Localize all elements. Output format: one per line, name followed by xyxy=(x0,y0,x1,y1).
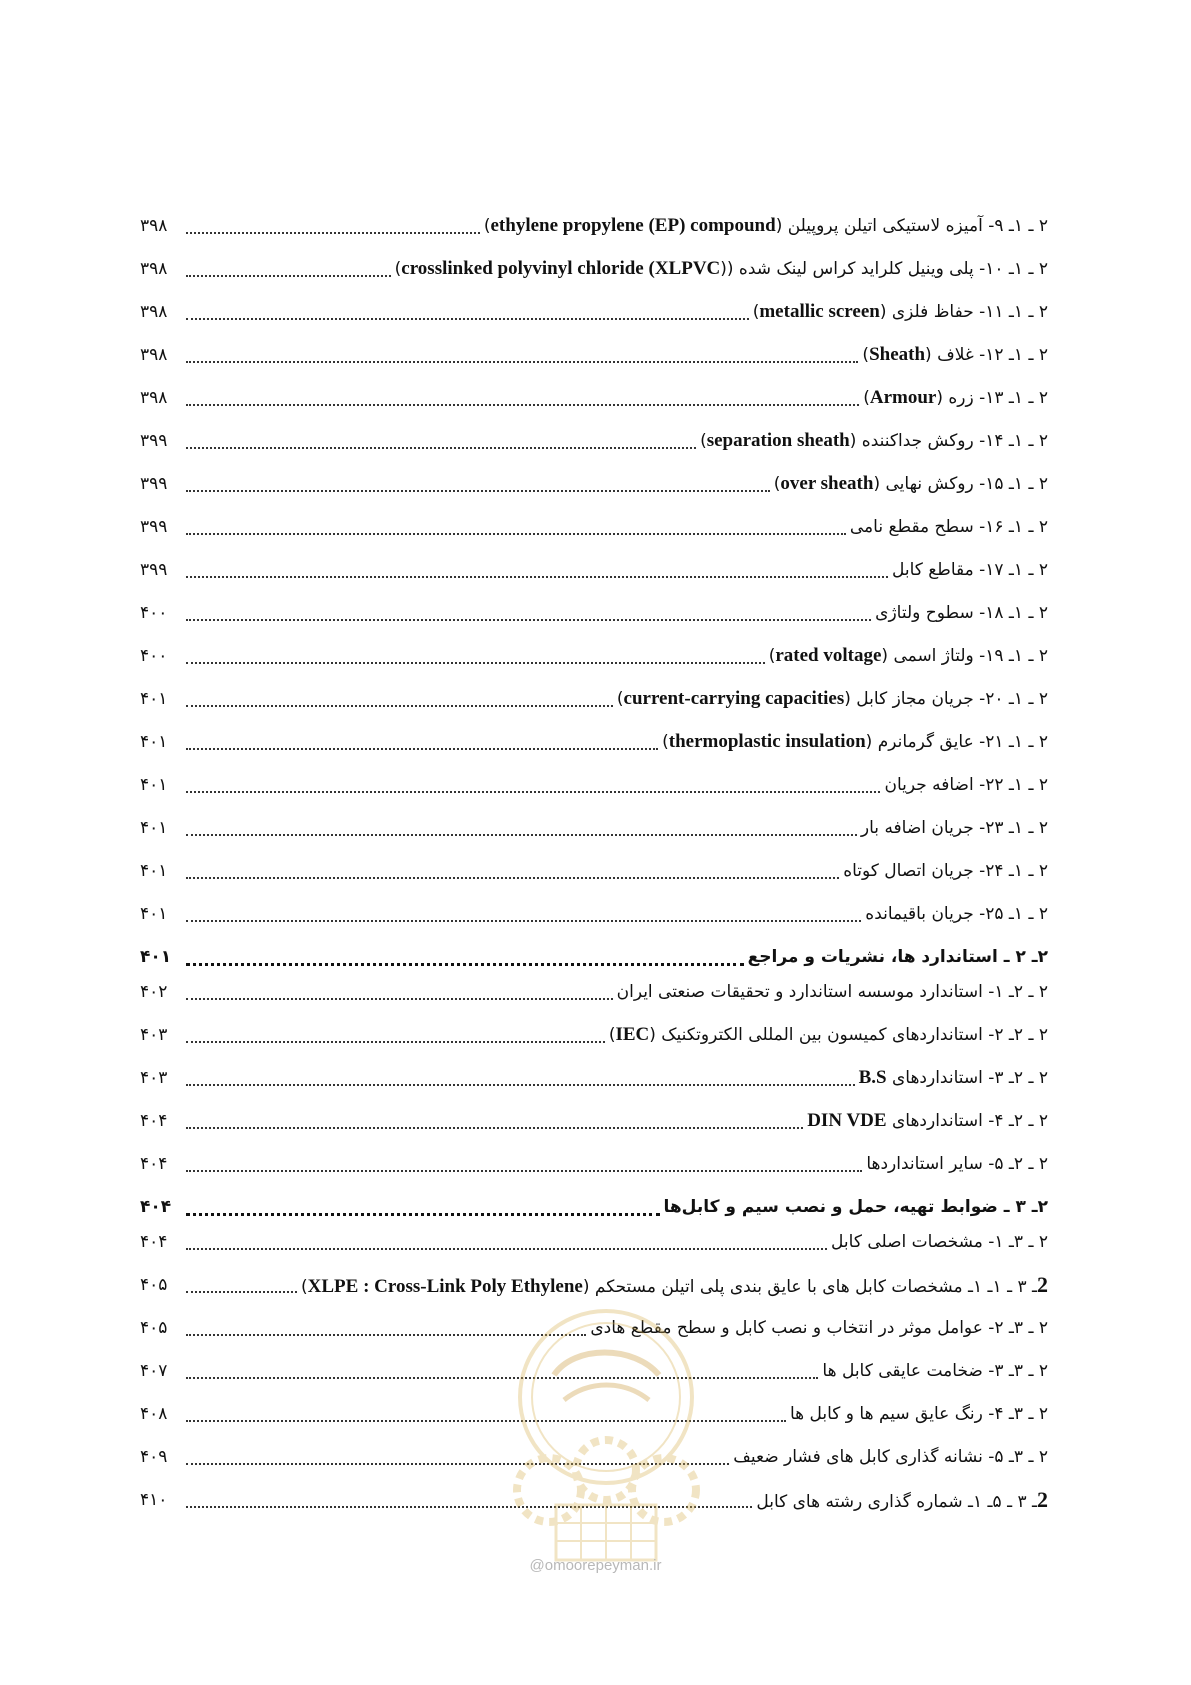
toc-entry-text: ۲ ـ ۱ـ ۱۸- سطوح ولتاژی xyxy=(875,603,1048,623)
dot-leader xyxy=(186,773,880,793)
toc-entry-page-number: ۳۹۹ xyxy=(140,474,168,494)
toc-entry-title xyxy=(866,1152,1048,1176)
toc-entry-page-number: ۳۹۹ xyxy=(140,517,168,537)
dot-leader xyxy=(186,945,744,966)
toc-entry-page-number: ۴۰۱ xyxy=(140,732,168,752)
dot-leader xyxy=(186,644,765,664)
toc-entry[interactable] xyxy=(140,687,1048,730)
toc-entry-title xyxy=(831,1230,1048,1254)
toc-entry-page-number: ۴۰۸ xyxy=(140,1404,168,1424)
toc-entry-title xyxy=(733,1445,1048,1469)
toc-entry-term: DIN VDE xyxy=(807,1110,887,1131)
toc-entry-text: ۲ ـ ۱ـ ۱۰- پلی وینیل کلراید کراس لینک شده (( xyxy=(720,259,1048,279)
toc-entry-term: IEC xyxy=(615,1024,650,1045)
toc-entry-text: ۲ ـ ۱ـ ۱۲- غلاف ( xyxy=(925,345,1048,365)
toc-entry[interactable] xyxy=(140,1066,1048,1109)
toc-entry[interactable] xyxy=(140,214,1048,257)
toc-entry-text: ۲ـ ۲ ـ استاندارد ها، نشریات و مراجع xyxy=(747,947,1048,967)
toc-entry-suffix: ) xyxy=(768,646,776,666)
toc-entry-title xyxy=(769,644,1048,668)
dot-leader xyxy=(186,1230,827,1250)
toc-entry-title xyxy=(753,300,1048,324)
toc-entry-term: XLPE : Cross-Link Poly Ethylene xyxy=(307,1276,583,1297)
toc-entry-page-number: ۴۰۷ xyxy=(140,1361,168,1381)
toc-entry-title xyxy=(756,1488,1048,1514)
toc-entry-term: crosslinked polyvinyl chloride (XLPVC xyxy=(401,258,721,279)
toc-entry-term: ethylene propylene (EP) compound xyxy=(490,215,776,236)
toc-entry[interactable] xyxy=(140,644,1048,687)
toc-entry-lead-number: 2 xyxy=(1037,1272,1048,1297)
dot-leader xyxy=(186,429,696,449)
toc-entry-text: ۲ ـ ۱ـ ۹- آمیزه لاستیکی اتیلن پروپیلن ( xyxy=(775,216,1048,236)
toc-entry-title xyxy=(892,558,1048,582)
toc-entry-title xyxy=(662,730,1048,754)
toc-entry[interactable] xyxy=(140,859,1048,902)
toc-entry-text: ۲ـ ۳ ـ ضوابط تهیه، حمل و نصب سیم و کابل‌ها xyxy=(663,1197,1048,1217)
toc-entry-page-number: ۴۰۱ xyxy=(140,689,168,709)
toc-entry[interactable] xyxy=(140,1230,1048,1273)
dot-leader xyxy=(186,515,846,535)
dot-leader xyxy=(186,730,658,750)
toc-entry-text: ۲ ـ ۱ـ ۱۷- مقاطع کابل xyxy=(891,560,1048,580)
toc-entry-text: ۲ ـ ۱ـ ۱۳- زره ( xyxy=(936,388,1048,408)
dot-leader xyxy=(186,816,857,836)
dot-leader xyxy=(186,601,871,621)
toc-entry-term: Sheath xyxy=(869,344,926,365)
toc-entry-title xyxy=(862,343,1048,367)
toc-entry-title xyxy=(617,687,1048,711)
toc-entry-term: current-carrying capacities xyxy=(623,688,845,709)
toc-entry-text: ـ ۳ ـ ۱ـ ۱ـ مشخصات کابل های با عایق بندی پلی اتیلن مستحکم ( xyxy=(582,1277,1037,1297)
toc-entry-text: ۲ ـ ۳ـ ۴- رنگ عایق سیم ها و کابل ها xyxy=(789,1404,1048,1424)
toc-entry-title xyxy=(843,859,1048,883)
toc-entry-title xyxy=(861,816,1048,840)
toc-entry-title xyxy=(863,386,1048,410)
toc-entry-page-number: ۴۰۰ xyxy=(140,603,168,623)
toc-entry[interactable] xyxy=(140,902,1048,945)
toc-entry[interactable] xyxy=(140,730,1048,773)
dot-leader xyxy=(186,1152,862,1172)
toc-entry-term: rated voltage xyxy=(775,645,882,666)
toc-entry-page-number: ۴۰۱ xyxy=(140,818,168,838)
dot-leader xyxy=(186,472,770,492)
toc-entry-term: separation sheath xyxy=(706,430,850,451)
dot-leader xyxy=(186,859,839,879)
toc-entry-suffix: ) xyxy=(616,689,624,709)
toc-entry[interactable] xyxy=(140,945,1048,980)
toc-entry-title xyxy=(609,1023,1048,1047)
toc-entry-text: ۲ ـ ۱ـ ۲۰- جریان مجاز کابل ( xyxy=(844,689,1048,709)
toc-entry-title xyxy=(859,1066,1048,1090)
dot-leader xyxy=(186,343,858,363)
toc-entry-suffix: ) xyxy=(394,259,402,279)
toc-entry-term: Armour xyxy=(869,387,937,408)
toc-entry[interactable] xyxy=(140,300,1048,343)
toc-entry-text: ۲ ـ ۱ـ ۲۲- اضافه جریان xyxy=(884,775,1048,795)
toc-entry-page-number: ۴۰۱ xyxy=(140,947,172,967)
toc-entry[interactable] xyxy=(140,558,1048,601)
toc-entry-page-number: ۴۰۴ xyxy=(140,1232,168,1252)
toc-entry-title xyxy=(748,945,1048,969)
toc-entry-title xyxy=(484,214,1048,238)
toc-entry-suffix: ) xyxy=(662,732,669,752)
toc-entry-page-number: ۳۹۸ xyxy=(140,259,168,279)
toc-entry-text: ۲ ـ ۳ـ ۳- ضخامت عایقی کابل ها xyxy=(822,1361,1048,1381)
toc-entry-page-number: ۴۰۲ xyxy=(140,982,168,1002)
toc-entry-title xyxy=(850,515,1048,539)
toc-entry[interactable] xyxy=(140,386,1048,429)
toc-entry-title xyxy=(700,429,1048,453)
toc-entry-page-number: ۳۹۹ xyxy=(140,431,168,451)
toc-entry[interactable] xyxy=(140,816,1048,859)
watermark-site: @omoorepeyman.ir xyxy=(529,1557,662,1574)
toc-entry-suffix: ) xyxy=(483,216,491,236)
toc-entry-text: ۲ ـ ۳ـ ۲- عوامل موثر در انتخاب و نصب کابل و سطح مقطع هادی xyxy=(590,1318,1048,1338)
toc-entry-text: ۲ ـ ۲ـ ۱- استاندارد موسسه استاندارد و تحقیقات صنعتی ایران xyxy=(616,982,1048,1002)
toc-entry[interactable] xyxy=(140,257,1048,300)
toc-entry-page-number: ۴۰۳ xyxy=(140,1068,168,1088)
toc-entry-text: ۲ ـ ۱ـ ۲۳- جریان اضافه بار xyxy=(860,818,1048,838)
toc-entry-page-number: ۳۹۸ xyxy=(140,388,168,408)
toc-entry[interactable] xyxy=(140,1109,1048,1152)
dot-leader xyxy=(186,1023,605,1043)
toc-entry-title xyxy=(807,1109,1048,1133)
toc-entry-text: ۲ ـ ۱ـ ۱۵- روکش نهایی ( xyxy=(873,474,1048,494)
dot-leader xyxy=(186,687,613,707)
toc-entry-title xyxy=(865,902,1048,926)
toc-entry-page-number: ۴۰۱ xyxy=(140,904,168,924)
toc-entry[interactable] xyxy=(140,343,1048,386)
toc-entry[interactable] xyxy=(140,773,1048,816)
toc-entry-suffix: ) xyxy=(862,345,870,365)
dot-leader xyxy=(186,980,613,1000)
toc-entry-title xyxy=(664,1195,1048,1219)
toc-entry-text: ۲ ـ ۱ـ ۱۴- روکش جداکننده ( xyxy=(849,431,1048,451)
toc-entry[interactable] xyxy=(140,515,1048,558)
toc-entry-page-number: ۴۰۴ xyxy=(140,1154,168,1174)
toc-entry-term: thermoplastic insulation xyxy=(668,731,866,752)
toc-entry-text: ـ ۳ ـ ۵ـ ۱ـ شماره گذاری رشته های کابل xyxy=(756,1492,1037,1512)
toc-entry-title xyxy=(790,1402,1048,1426)
toc-entry-page-number: ۳۹۸ xyxy=(140,302,168,322)
toc-entry-title xyxy=(875,601,1048,625)
toc-entry-page-number: ۴۱۰ xyxy=(140,1490,168,1510)
toc-entry-page-number: ۳۹۸ xyxy=(140,216,168,236)
toc-entry-text: ۲ ـ ۱ـ ۱۱- حفاظ فلزی ( xyxy=(879,302,1048,322)
toc-entry-suffix: ) xyxy=(608,1025,616,1045)
toc-entry-text: ۲ ـ ۲ـ ۵- سایر استانداردها xyxy=(866,1154,1048,1174)
toc-entry-page-number: ۴۰۹ xyxy=(140,1447,168,1467)
dot-leader xyxy=(186,214,480,234)
toc-entry-suffix: ) xyxy=(863,388,870,408)
toc-entry-suffix: ) xyxy=(301,1277,308,1297)
toc-entry-page-number: ۴۰۱ xyxy=(140,861,168,881)
toc-entry-suffix: ) xyxy=(700,431,707,451)
toc-entry-title xyxy=(822,1359,1048,1383)
dot-leader xyxy=(186,1273,297,1293)
toc-entry-term: over sheath xyxy=(780,473,874,494)
toc-entry[interactable] xyxy=(140,1152,1048,1195)
dot-leader xyxy=(186,1195,660,1216)
toc-entry-text: ۲ ـ ۳ـ ۱- مشخصات اصلی کابل xyxy=(831,1232,1048,1252)
toc-entry-text: ۲ ـ ۱ـ ۱۹- ولتاژ اسمی ( xyxy=(881,646,1048,666)
toc-entry[interactable] xyxy=(140,429,1048,472)
dot-leader xyxy=(186,386,859,406)
toc-entry-text: ۲ ـ ۱ـ ۱۶- سطح مقطع نامی xyxy=(849,517,1048,537)
toc-entry-title xyxy=(884,773,1048,797)
toc-entry-text: ۲ ـ ۲ـ ۲- استانداردهای کمیسون بین المللی الکتروتکنیک ( xyxy=(649,1025,1048,1045)
toc-entry-term: metallic screen xyxy=(759,301,880,322)
toc-entry-page-number: ۴۰۴ xyxy=(140,1197,172,1217)
toc-entry-page-number: ۴۰۳ xyxy=(140,1025,168,1045)
toc-entry-lead-number: 2 xyxy=(1037,1487,1048,1512)
toc-entry-title xyxy=(774,472,1048,496)
dot-leader xyxy=(186,257,391,277)
dot-leader xyxy=(186,558,888,578)
toc-entry-text: ۲ ـ ۲ـ ۳- استانداردهای xyxy=(886,1068,1048,1088)
toc-entry-page-number: ۴۰۰ xyxy=(140,646,168,666)
watermark-logo xyxy=(494,1305,719,1570)
toc-entry-text: ۲ ـ ۲ـ ۴- استانداردهای xyxy=(886,1111,1048,1131)
toc-entry-text: ۲ ـ ۳ـ ۵- نشانه گذاری کابل های فشار ضعیف xyxy=(733,1447,1048,1467)
toc-entry-title xyxy=(301,1273,1048,1299)
toc-entry-page-number: ۴۰۱ xyxy=(140,775,168,795)
toc-entry-text: ۲ ـ ۱ـ ۲۵- جریان باقیمانده xyxy=(865,904,1048,924)
dot-leader xyxy=(186,902,861,922)
toc-entry-page-number: ۴۰۴ xyxy=(140,1111,168,1131)
toc-entry-page-number: ۴۰۵ xyxy=(140,1318,168,1338)
toc-entry-term: B.S xyxy=(858,1067,887,1088)
toc-entry-page-number: ۴۰۵ xyxy=(140,1275,168,1295)
toc-entry[interactable] xyxy=(140,1195,1048,1230)
dot-leader xyxy=(186,300,749,320)
toc-entry-page-number: ۳۹۸ xyxy=(140,345,168,365)
toc-entry[interactable] xyxy=(140,472,1048,515)
toc-entry-suffix: ) xyxy=(773,474,781,494)
toc-entry-title xyxy=(617,980,1048,1004)
dot-leader xyxy=(186,1066,855,1086)
dot-leader xyxy=(186,1109,803,1129)
toc-entry-suffix: ) xyxy=(752,302,760,322)
toc-entry[interactable] xyxy=(140,601,1048,644)
toc-entry[interactable] xyxy=(140,1023,1048,1066)
toc-entry-text: ۲ ـ ۱ـ ۲۱- عایق گرمانرم ( xyxy=(865,732,1048,752)
toc-entry-title xyxy=(395,257,1048,281)
toc-entry[interactable] xyxy=(140,980,1048,1023)
toc-entry-text: ۲ ـ ۱ـ ۲۴- جریان اتصال کوتاه xyxy=(843,861,1048,881)
toc-entry-page-number: ۳۹۹ xyxy=(140,560,168,580)
